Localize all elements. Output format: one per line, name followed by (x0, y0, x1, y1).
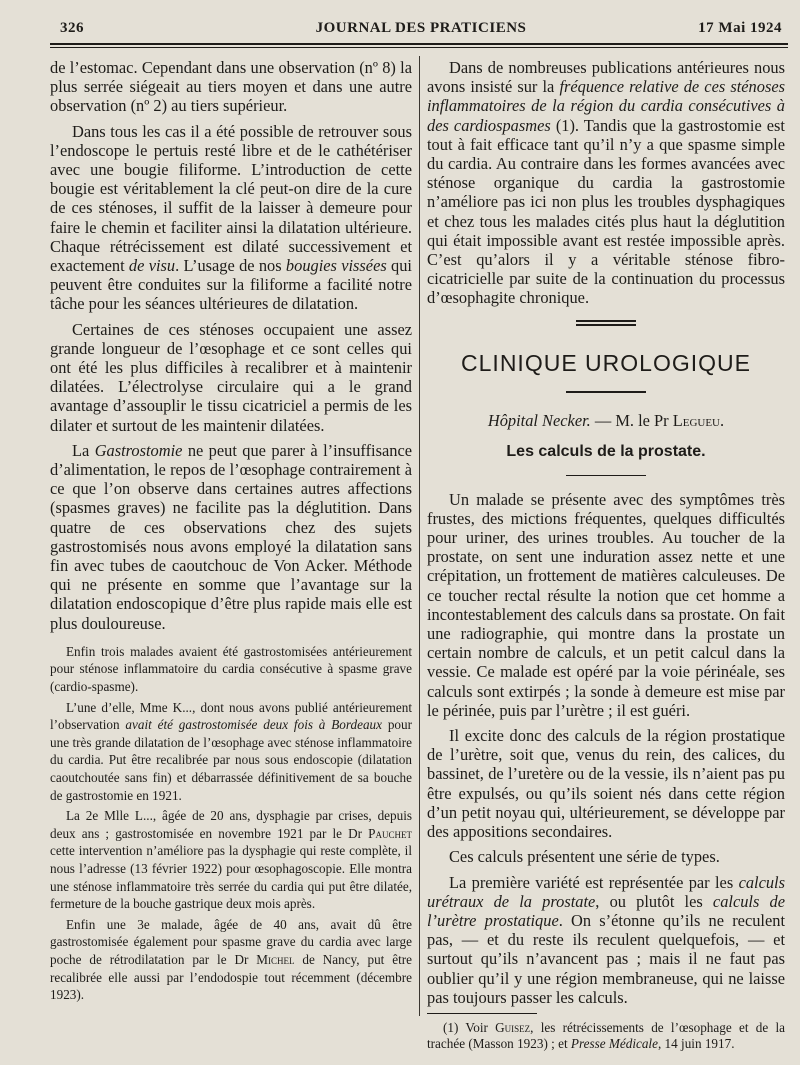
small-paragraph: La 2e Mlle L..., âgée de 20 ans, dysphagie par crises, depuis deux ans ; gastrostomisée en novembre 1921 par le Dr Pauchet cette intervention n’améliore pas la dysphagie qui reste complète, il nous l’adresse (13 février 1922) pour œsophagoscopie. Elle montra une sténose inflammatoire très serrée du cardia qui put être dilatée, fermeture de la bouche gastrique deux mois après. (50, 808, 412, 912)
page-number: 326 (60, 20, 84, 36)
section-title: CLINIQUE UROLOGIQUE (461, 349, 751, 376)
paragraph: de l’estomac. Cependant dans une observation (nº 8) la plus serrée siégeait au tiers moyen et dans une autre observation (nº 2) au tiers supérieur. (50, 58, 412, 116)
right-column (427, 58, 785, 1052)
paragraph: Dans tous les cas il a été possible de retrouver sous l’endoscope le pertuis resté libre et de le cathétériser avec une bougie filiforme. L’introduction de cette bougie est véritablement la clé peut-on dire de la cure de ces sténoses, il suffit de la laisser à demeure pour faire le chemin et faciliter ainsi la dilatation ultérieure. Chaque rétrécissement est dilaté successivement et exactement de visu. L’usage de nos bougies vissées qui peuvent être conduites sur la filiforme a facilité notre tâche pour les séances ultérieures de dilatation. (50, 121, 412, 314)
small-paragraph: L’une d’elle, Mme K..., dont nous avons publié antérieurement l’observation avait été gastrostomisée deux fois à Bordeaux pour une très grande dilatation de l’œsophage avec sténose inflammatoire du cardia. Put être recalibrée par nous sous endoscopie (dilatation caoutchoutée sans fin) et débarrassée définitivement de sa bouche de gastrostomie en 1921. (50, 699, 412, 803)
section-separator (576, 320, 636, 328)
journal-title: JOURNAL DES PRATICIENS (315, 20, 527, 36)
article-byline: Hôpital Necker. — M. le Pr Legueu. (487, 410, 725, 430)
page-header (60, 20, 782, 42)
paragraph: Dans de nombreuses publications antérieures nous avons insisté sur la fréquence relative de ces sténoses inflammatoires de la région du cardia consécutives à des cardiospasmes (1). Tandis que la gastrostomie est tout à fait efficace tant qu’il n’y a que spasme simple du cardia. Au contraire dans les formes avancées avec sténose organique du cardia la gastrostomie n’améliore pas ici non plus les troubles dysphagiques et chez tous les malades cités plus haut la déglutition qui était impossible avant est restée impossible après. C’est qu’alors il y a véritable sténose fibro-cicatricielle par suite de la continuation du processus d’œsophagite chronique. (427, 58, 785, 308)
small-paragraph: Enfin une 3e malade, âgée de 40 ans, avait dû être gastrostomisée également pour spasme grave du cardia avec large poche de rétrodilatation par le Dr Michel de Nancy, put être recalibrée elle aussi par l’endodospie tout récemment (décembre 1923). (50, 916, 412, 1003)
header-rule-thin (50, 47, 788, 48)
paragraph: La Gastrostomie ne peut que parer à l’insuffisance d’alimentation, le repos de l’œsophage contrairement à ce que l’on observe dans certaines autres affections (spasmes graves) ne facilite pas la déglutition. Dans quatre de ces observations chez des sujets gastrostomisés nous avons employé la dilatation sans fin avec tubes de caoutchouc de Von Acker. Méthode qui ne présente en somme que l’avantage sur la dilatation endoscopique d’être plus rapide mais elle est plus douloureuse. (50, 440, 412, 633)
footnote-rule (427, 1013, 537, 1014)
title-rule (566, 391, 646, 393)
small-paragraph: Enfin trois malades avaient été gastrostomisées antérieurement pour sténose inflammatoire du cardia consécutive à spasme grave (cardio-spasme). (50, 643, 412, 695)
left-column (50, 58, 412, 1007)
footnote: (1) Voir Guisez, les rétrécissements de l’œsophage et de la trachée (Masson 1923) ; et Presse Médicale, 14 juin 1917. (427, 1019, 785, 1051)
article-title: Les calculs de la prostate. (506, 442, 706, 460)
paragraph: Un malade se présente avec des symptômes très frustes, des mictions fréquentes, quelques difficultés pour uriner, des urines troubles. Au toucher de la prostate, on sent une induration assez nette et une crépitation, un frottement de matières calculeuses. De ce toucher rectal résulte la notion que cet homme a incontestablement des calculs dans sa prostate. On fait une radiographie, qui montre dans la prostate un certain nombre de calculs, et un petit calcul dans la vessie. Ce malade est opéré par la voie périnéale, ses calculs sont extirpés ; la sonde à demeure est mise par le périnée, puis par l’urètre ; il est guéri. (427, 489, 785, 720)
paragraph: La première variété est représentée par les calculs urétraux de la prostate, ou plutôt les calculs de l’urètre prostatique. On s’étonne qu’ils ne reculent pas, — et du reste ils reculent quelquefois, — et surtout qu’ils n’avancent pas ; mais il ne faut pas oublier qu’il y une région membraneuse, qui ne laisse pas toujours passer les calculs. (427, 872, 785, 1007)
title-rule (566, 475, 646, 476)
header-rule (50, 43, 788, 45)
paragraph: Il excite donc des calculs de la région prostatique de l’urètre, soit que, venus du rein, des calices, du bassinet, de l’uretère ou de la vessie, ils n’aient pas pu être expulsés, ou qu’ils soient nés dans cette région d’un petit noyau qui, ultérieurement, se développe par des appositions secondaires. (427, 726, 785, 842)
column-divider (419, 56, 420, 1016)
paragraph: Ces calculs présentent une série de types. (449, 847, 720, 867)
paragraph: Certaines de ces sténoses occupaient une assez grande longueur de l’œsophage et ce sont celles qui ont été les plus difficiles à recalibrer et à maintenir dilatées. L’électrolyse circulaire qui a le grand avantage d’assouplir le tissu cicatriciel a permis de les dilater et surtout de les maintenir dilatées. (50, 319, 412, 435)
issue-date: 17 Mai 1924 (698, 20, 782, 36)
